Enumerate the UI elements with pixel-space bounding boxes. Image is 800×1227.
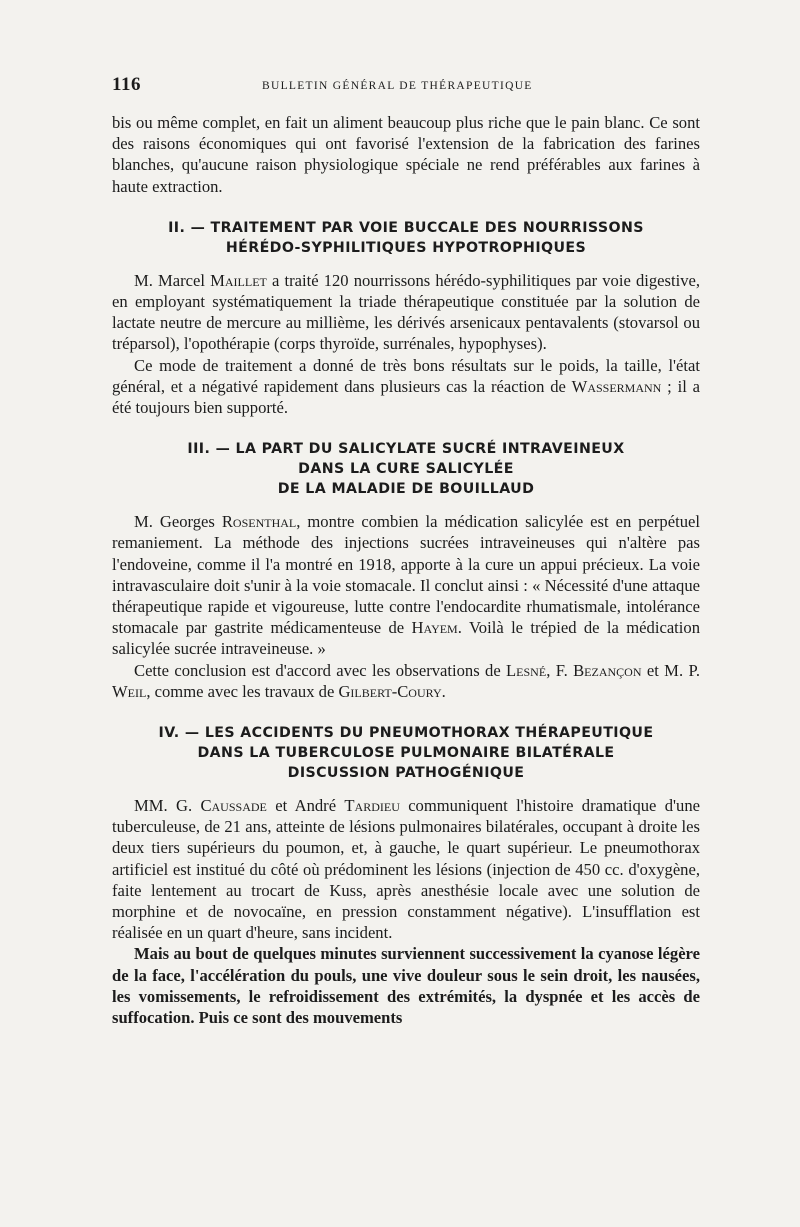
section-2-heading xyxy=(112,218,700,258)
author-name: Lesné xyxy=(506,660,547,680)
heading-line: II. — TRAITEMENT PAR VOIE BUCCALE DES NOURRISSONS xyxy=(168,219,644,236)
text-run: . Voilà le trépied de la médication salicylée sucrée intraveineuse. » xyxy=(112,618,700,659)
text-run: ; il a été toujours bien supporté. xyxy=(112,376,700,418)
heading-line: IV. — LES ACCIDENTS DU PNEUMOTHORAX THÉRAPEUTIQUE xyxy=(158,725,654,742)
author-name: Bezançon xyxy=(573,660,642,680)
author-name: Gilbert-Coury xyxy=(338,681,442,701)
page-number: 116 xyxy=(112,74,141,95)
heading-line: DISCUSSION PATHOGÉNIQUE xyxy=(287,765,525,782)
heading-line: DANS LA TUBERCULOSE PULMONAIRE BILATÉRALE xyxy=(197,745,615,762)
author-name: Caussade xyxy=(200,796,267,816)
author-name: Tardieu xyxy=(344,796,400,816)
running-title: BULLETIN GÉNÉRAL DE THÉRAPEUTIQUE xyxy=(262,80,533,92)
author-name: Maillet xyxy=(210,270,267,290)
text-run: , F. xyxy=(546,660,574,680)
text-run: et André xyxy=(266,796,345,816)
section-3-paragraph-1 xyxy=(112,511,700,659)
text-run: a traité 120 nourrissons hérédo-syphilitiques par voie digestive, en employant systématiquement la triade thérapeutique constituée par la solution de lactate neutre de mercure au millième, les dérivés arsenicaux pentavalents (stovarsol ou tréparsol), l'opothérapie (corps thyroïde, surrénales, hypophyses). xyxy=(112,270,701,354)
text-run: Ce mode de traitement a donné de très bons résultats sur le poids, la taille, l'état général, et a négativé rapidement dans plusieurs cas la réaction de xyxy=(112,355,700,396)
page-body xyxy=(112,112,700,1028)
heading-line: III. — LA PART DU SALICYLATE SUCRÉ INTRAVEINEUX xyxy=(187,441,625,458)
text-run: MM. G. xyxy=(134,796,201,816)
text-run: Cette conclusion est d'accord avec les observations de xyxy=(134,660,507,680)
text-run: , montre combien la médication salicylée est en perpétuel remaniement. La méthode des injections sucrées intraveineuses qui n'altère pas l'endoveine, comme il l'a montré en 1918, apporte à la cure un appui précieux. La voie intravasculaire doit s'unir à la voie stomacale. Il conclut ainsi : « Nécessité d'une attaque thérapeutique rapide et vigoureuse, lutte contre l'endocardite rhumatismale, intolérance stomacale par gastrite médicamenteuse de xyxy=(112,512,700,638)
author-name: Rosenthal xyxy=(221,512,297,532)
author-name: Hayem xyxy=(411,618,458,638)
section-2-paragraph-1 xyxy=(112,270,700,355)
text-run: , comme avec les travaux de xyxy=(146,681,339,701)
heading-line: HÉRÉDO-SYPHILITIQUES HYPOTROPHIQUES xyxy=(225,239,587,256)
section-4-paragraph-2: Mais au bout de quelques minutes surviennent successivement la cyanose légère de la face, l'accélération du pouls, une vive douleur sous le sein droit, les nausées, les vomissements, le refroidissement des extrémités, la dyspnée et les accès de suffocation. Puis ce sont des mouvements xyxy=(112,944,700,1028)
section-4-paragraph-1 xyxy=(112,795,700,943)
heading-line: DANS LA CURE SALICYLÉE xyxy=(298,461,514,478)
heading-line: DE LA MALADIE DE BOUILLAUD xyxy=(277,481,535,498)
author-name: Wassermann xyxy=(571,376,662,396)
text-run: M. Marcel xyxy=(134,270,211,290)
page-header xyxy=(112,74,700,100)
text-run: communiquent l'histoire dramatique d'une tuberculeuse, de 21 ans, atteinte de lésions pulmonaires bilatérales, occupant à droite les deux tiers supérieurs du poumon, et, à gauche, le quart supérieur. Le pneumothorax artificiel est institué du côté où prédominent les lésions (injection de 450 cc. d'oxygène, faite lentement au trocart de Kuss, après anesthésie locale avec une solution de morphine et de novocaïne, en pression constamment négative). L'insufflation est réalisée en un quart d'heure, sans incident. xyxy=(112,796,700,943)
section-4-heading xyxy=(112,723,700,783)
text-run: . xyxy=(441,681,446,701)
text-run: et M. P. xyxy=(641,660,700,680)
section-2-paragraph-2 xyxy=(112,355,700,419)
text-run: M. Georges xyxy=(134,512,222,532)
author-name: Weil xyxy=(112,681,147,701)
section-3-heading xyxy=(112,439,700,499)
section-3-paragraph-2 xyxy=(112,660,700,702)
intro-paragraph: bis ou même complet, en fait un aliment beaucoup plus riche que le pain blanc. Ce sont des raisons économiques qui ont favorisé l'extension de la fabrication des farines blanches, qu'aucune raison physiologique spéciale ne rend préférables aux farines à haute extraction. xyxy=(112,113,700,196)
